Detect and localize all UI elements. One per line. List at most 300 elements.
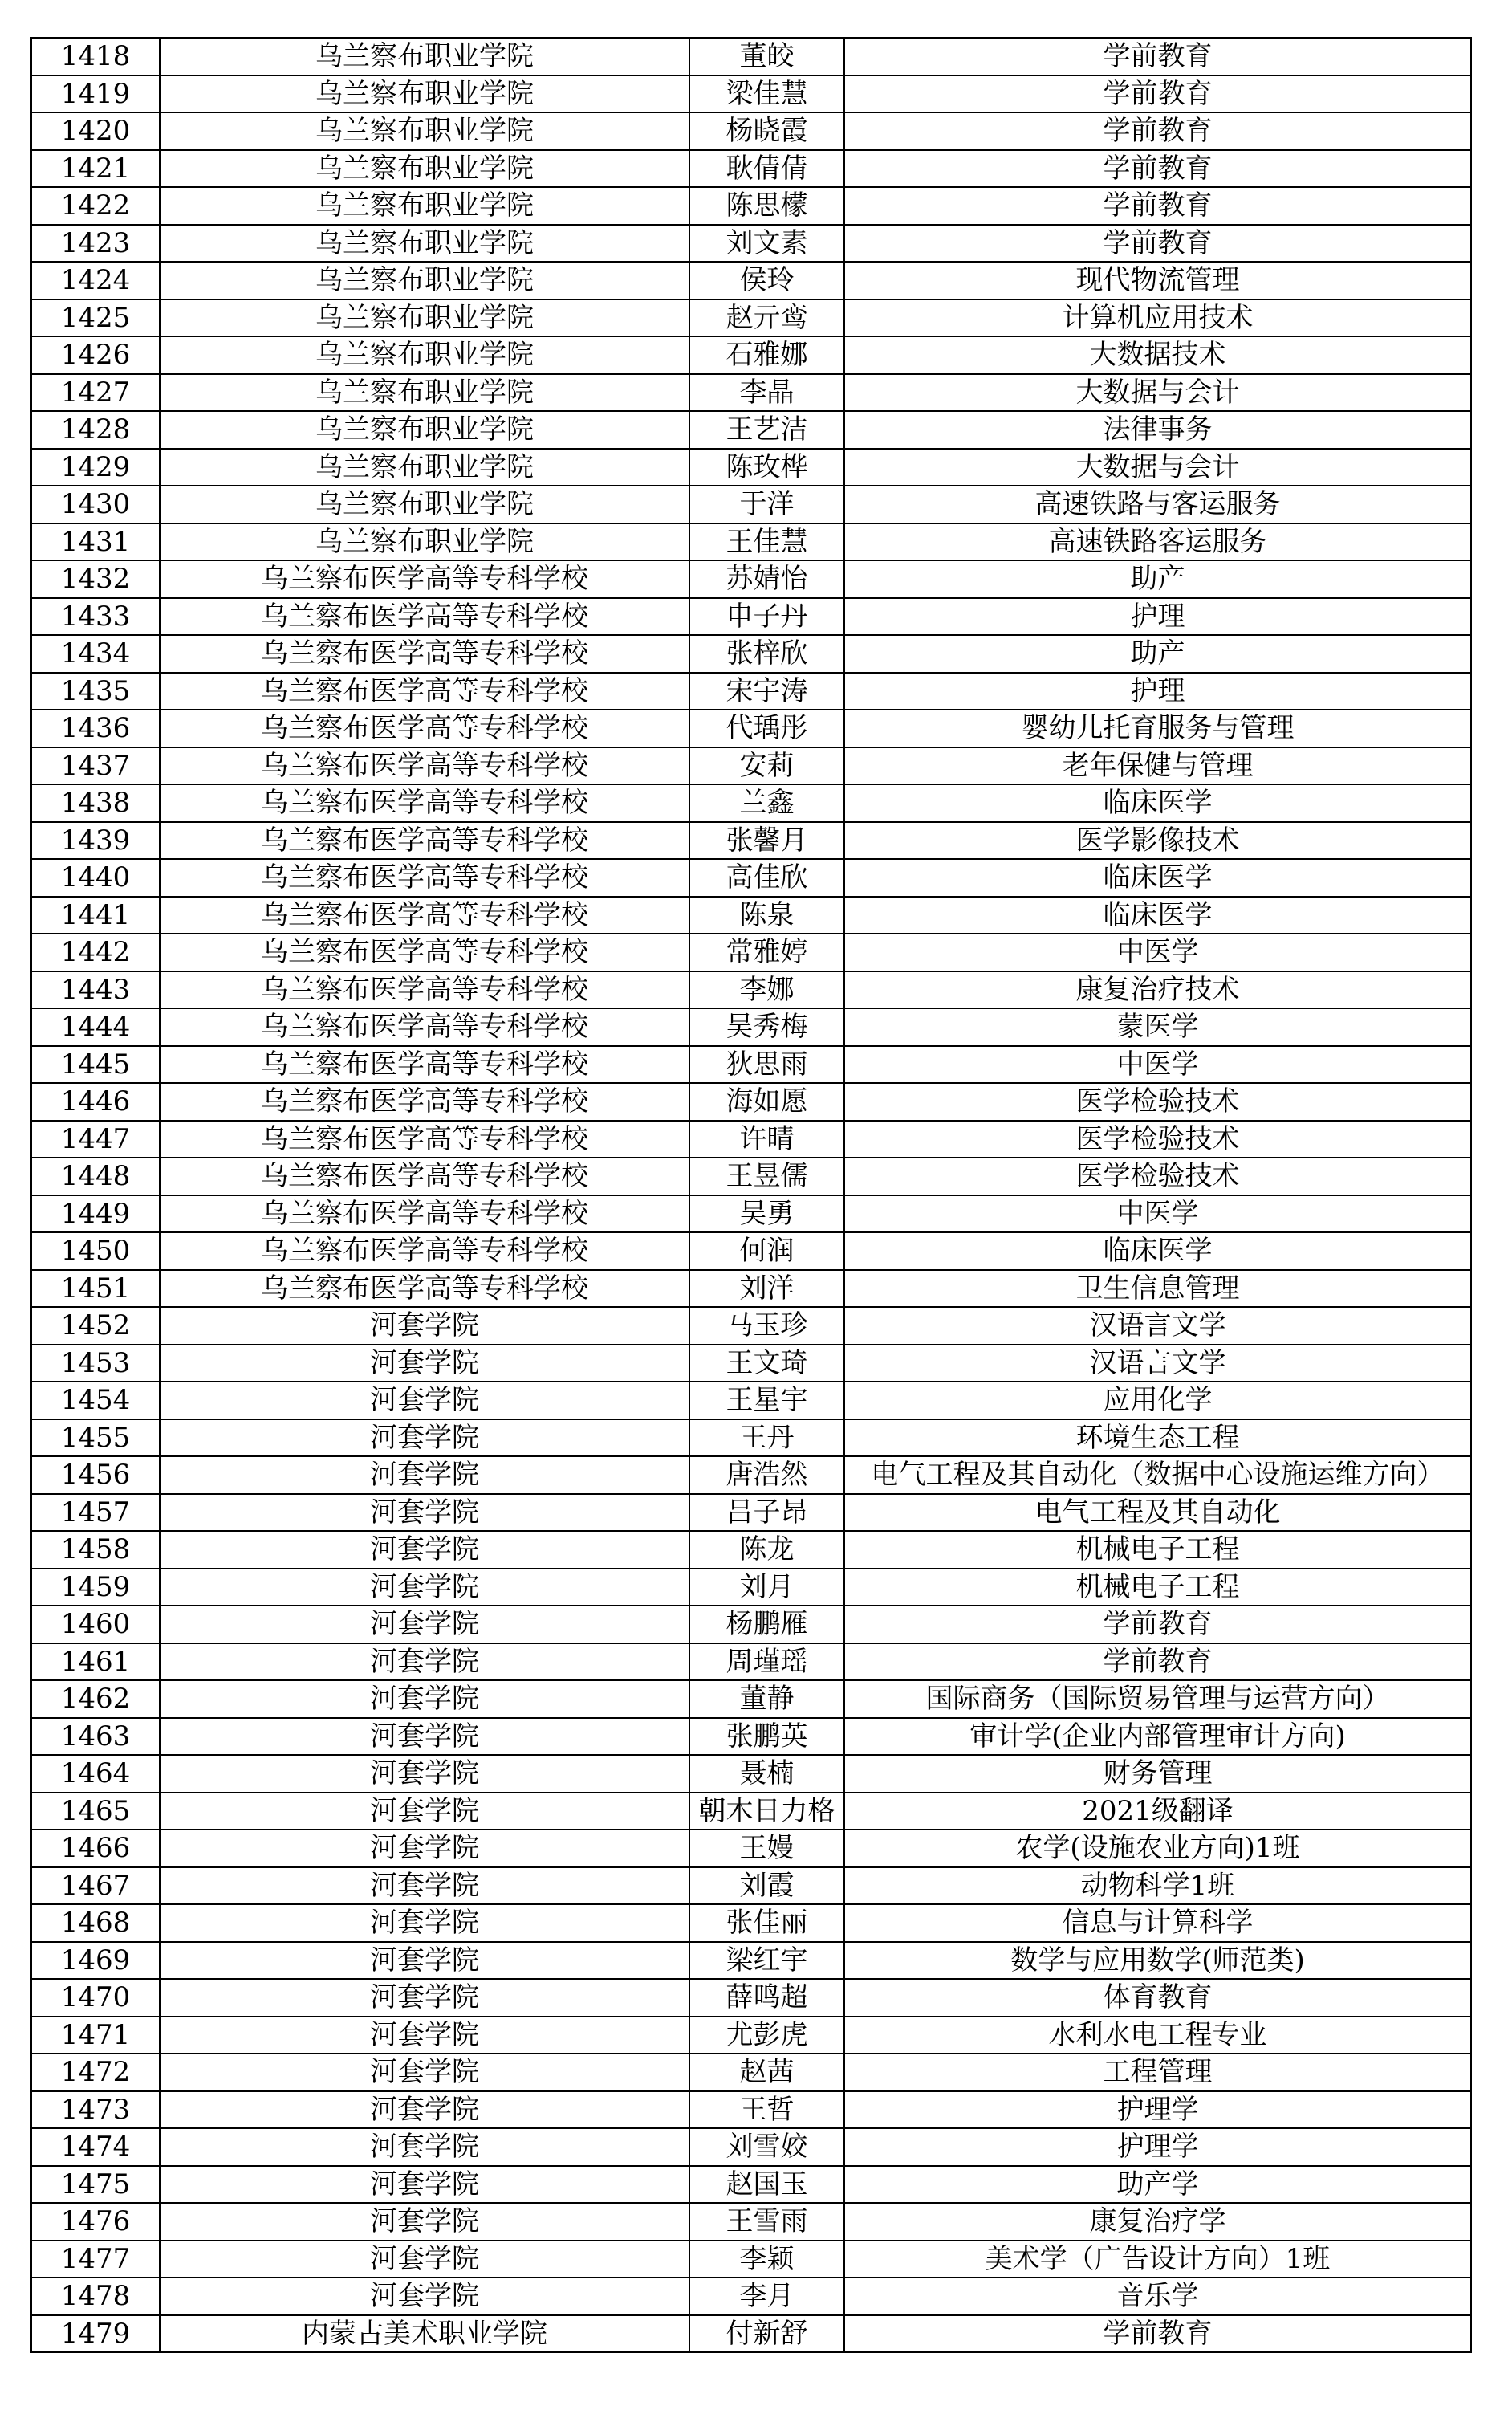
student-name-cell: 王佳慧 [689, 523, 844, 561]
major-cell: 学前教育 [844, 187, 1471, 225]
major-cell: 康复治疗学 [844, 2203, 1471, 2241]
table-row [31, 1307, 1471, 1345]
table-row [31, 710, 1471, 747]
row-number-cell: 1457 [31, 1494, 160, 1532]
major-cell: 机械电子工程 [844, 1569, 1471, 1606]
student-name-cell: 兰鑫 [689, 784, 844, 822]
school-cell: 乌兰察布职业学院 [160, 486, 689, 523]
school-cell: 乌兰察布职业学院 [160, 374, 689, 412]
student-name-cell: 李晶 [689, 374, 844, 412]
major-cell: 中医学 [844, 1195, 1471, 1233]
row-number-cell: 1452 [31, 1307, 160, 1345]
table-row [31, 2166, 1471, 2204]
row-number-cell: 1455 [31, 1419, 160, 1457]
school-cell: 河套学院 [160, 1793, 689, 1830]
row-number-cell: 1446 [31, 1083, 160, 1121]
student-name-cell: 张佳丽 [689, 1904, 844, 1942]
student-name-cell: 朝木日力格 [689, 1793, 844, 1830]
table-row [31, 2017, 1471, 2054]
student-name-cell: 周瑾瑶 [689, 1643, 844, 1681]
student-name-cell: 刘洋 [689, 1270, 844, 1308]
school-cell: 乌兰察布医学高等专科学校 [160, 1121, 689, 1158]
major-cell: 护理 [844, 598, 1471, 636]
row-number-cell: 1421 [31, 150, 160, 188]
row-number-cell: 1467 [31, 1867, 160, 1905]
table-row [31, 1718, 1471, 1756]
row-number-cell: 1418 [31, 38, 160, 75]
table-row [31, 1979, 1471, 2017]
school-cell: 河套学院 [160, 1755, 689, 1793]
major-cell: 现代物流管理 [844, 262, 1471, 299]
major-cell: 工程管理 [844, 2054, 1471, 2091]
school-cell: 乌兰察布医学高等专科学校 [160, 1195, 689, 1233]
student-name-cell: 刘月 [689, 1569, 844, 1606]
major-cell: 大数据与会计 [844, 374, 1471, 412]
major-cell: 水利水电工程专业 [844, 2017, 1471, 2054]
table-row [31, 411, 1471, 449]
student-name-cell: 吴勇 [689, 1195, 844, 1233]
major-cell: 助产 [844, 635, 1471, 673]
row-number-cell: 1436 [31, 710, 160, 747]
table-row [31, 1382, 1471, 1419]
table-row [31, 1904, 1471, 1942]
student-name-cell: 杨鹏雁 [689, 1606, 844, 1643]
student-name-cell: 王昱儒 [689, 1158, 844, 1195]
major-cell: 临床医学 [844, 859, 1471, 897]
school-cell: 乌兰察布职业学院 [160, 336, 689, 374]
student-name-cell: 刘文素 [689, 225, 844, 263]
school-cell: 乌兰察布医学高等专科学校 [160, 971, 689, 1009]
student-name-cell: 高佳欣 [689, 859, 844, 897]
table-row [31, 38, 1471, 75]
table-row [31, 374, 1471, 412]
student-name-cell: 代瑀彤 [689, 710, 844, 747]
table-row [31, 1456, 1471, 1494]
school-cell: 乌兰察布医学高等专科学校 [160, 784, 689, 822]
student-name-cell: 王艺洁 [689, 411, 844, 449]
student-name-cell: 耿倩倩 [689, 150, 844, 188]
row-number-cell: 1440 [31, 859, 160, 897]
student-name-cell: 李月 [689, 2278, 844, 2315]
table-row [31, 2278, 1471, 2315]
student-name-cell: 吕子昂 [689, 1494, 844, 1532]
school-cell: 河套学院 [160, 2203, 689, 2241]
row-number-cell: 1438 [31, 784, 160, 822]
major-cell: 护理学 [844, 2091, 1471, 2129]
table-row [31, 1345, 1471, 1382]
row-number-cell: 1439 [31, 822, 160, 860]
row-number-cell: 1456 [31, 1456, 160, 1494]
table-row [31, 934, 1471, 971]
student-name-cell: 何润 [689, 1232, 844, 1270]
row-number-cell: 1478 [31, 2278, 160, 2315]
school-cell: 乌兰察布职业学院 [160, 262, 689, 299]
row-number-cell: 1461 [31, 1643, 160, 1681]
student-name-cell: 苏婧怡 [689, 560, 844, 598]
row-number-cell: 1429 [31, 449, 160, 486]
major-cell: 中医学 [844, 934, 1471, 971]
school-cell: 河套学院 [160, 1979, 689, 2017]
student-name-cell: 于洋 [689, 486, 844, 523]
row-number-cell: 1468 [31, 1904, 160, 1942]
major-cell: 动物科学1班 [844, 1867, 1471, 1905]
school-cell: 乌兰察布职业学院 [160, 523, 689, 561]
major-cell: 临床医学 [844, 784, 1471, 822]
school-cell: 河套学院 [160, 2017, 689, 2054]
student-name-cell: 唐浩然 [689, 1456, 844, 1494]
row-number-cell: 1437 [31, 747, 160, 785]
table-row [31, 1942, 1471, 1980]
table-row [31, 336, 1471, 374]
major-cell: 电气工程及其自动化（数据中心设施运维方向） [844, 1456, 1471, 1494]
table-row [31, 1830, 1471, 1867]
school-cell: 乌兰察布医学高等专科学校 [160, 934, 689, 971]
row-number-cell: 1451 [31, 1270, 160, 1308]
school-cell: 河套学院 [160, 1643, 689, 1681]
row-number-cell: 1464 [31, 1755, 160, 1793]
row-number-cell: 1441 [31, 897, 160, 934]
major-cell: 学前教育 [844, 150, 1471, 188]
roster-table [30, 37, 1472, 2353]
row-number-cell: 1424 [31, 262, 160, 299]
student-name-cell: 董皎 [689, 38, 844, 75]
student-name-cell: 张梓欣 [689, 635, 844, 673]
student-name-cell: 陈思檬 [689, 187, 844, 225]
table-row [31, 1195, 1471, 1233]
major-cell: 大数据与会计 [844, 449, 1471, 486]
major-cell: 应用化学 [844, 1382, 1471, 1419]
row-number-cell: 1454 [31, 1382, 160, 1419]
row-number-cell: 1433 [31, 598, 160, 636]
row-number-cell: 1460 [31, 1606, 160, 1643]
major-cell: 2021级翻译 [844, 1793, 1471, 1830]
school-cell: 河套学院 [160, 1830, 689, 1867]
row-number-cell: 1450 [31, 1232, 160, 1270]
major-cell: 学前教育 [844, 1606, 1471, 1643]
student-name-cell: 付新舒 [689, 2315, 844, 2353]
school-cell: 河套学院 [160, 1494, 689, 1532]
major-cell: 环境生态工程 [844, 1419, 1471, 1457]
school-cell: 河套学院 [160, 1382, 689, 1419]
student-name-cell: 杨晓霞 [689, 112, 844, 150]
school-cell: 乌兰察布职业学院 [160, 225, 689, 263]
major-cell: 医学检验技术 [844, 1083, 1471, 1121]
major-cell: 美术学（广告设计方向）1班 [844, 2241, 1471, 2278]
major-cell: 学前教育 [844, 75, 1471, 113]
table-row [31, 1531, 1471, 1569]
school-cell: 乌兰察布医学高等专科学校 [160, 1083, 689, 1121]
table-row [31, 75, 1471, 113]
table-row [31, 822, 1471, 860]
table-row [31, 897, 1471, 934]
school-cell: 乌兰察布医学高等专科学校 [160, 1232, 689, 1270]
table-row [31, 1232, 1471, 1270]
student-name-cell: 吴秀梅 [689, 1008, 844, 1046]
row-number-cell: 1419 [31, 75, 160, 113]
row-number-cell: 1432 [31, 560, 160, 598]
school-cell: 乌兰察布医学高等专科学校 [160, 1158, 689, 1195]
major-cell: 临床医学 [844, 1232, 1471, 1270]
row-number-cell: 1444 [31, 1008, 160, 1046]
row-number-cell: 1465 [31, 1793, 160, 1830]
major-cell: 助产 [844, 560, 1471, 598]
table-row [31, 1008, 1471, 1046]
student-name-cell: 侯玲 [689, 262, 844, 299]
school-cell: 河套学院 [160, 1419, 689, 1457]
student-name-cell: 海如愿 [689, 1083, 844, 1121]
row-number-cell: 1425 [31, 299, 160, 337]
student-name-cell: 安莉 [689, 747, 844, 785]
table-row [31, 449, 1471, 486]
row-number-cell: 1473 [31, 2091, 160, 2129]
school-cell: 乌兰察布医学高等专科学校 [160, 822, 689, 860]
row-number-cell: 1426 [31, 336, 160, 374]
major-cell: 医学检验技术 [844, 1121, 1471, 1158]
school-cell: 河套学院 [160, 1345, 689, 1382]
student-name-cell: 梁佳慧 [689, 75, 844, 113]
school-cell: 河套学院 [160, 1606, 689, 1643]
school-cell: 乌兰察布医学高等专科学校 [160, 560, 689, 598]
major-cell: 信息与计算科学 [844, 1904, 1471, 1942]
major-cell: 国际商务（国际贸易管理与运营方向） [844, 1680, 1471, 1718]
row-number-cell: 1443 [31, 971, 160, 1009]
school-cell: 河套学院 [160, 1904, 689, 1942]
table-row [31, 1755, 1471, 1793]
school-cell: 河套学院 [160, 1680, 689, 1718]
major-cell: 农学(设施农业方向)1班 [844, 1830, 1471, 1867]
student-name-cell: 尤彭虎 [689, 2017, 844, 2054]
row-number-cell: 1445 [31, 1046, 160, 1084]
major-cell: 汉语言文学 [844, 1345, 1471, 1382]
row-number-cell: 1477 [31, 2241, 160, 2278]
student-name-cell: 赵亓鸾 [689, 299, 844, 337]
major-cell: 康复治疗技术 [844, 971, 1471, 1009]
student-name-cell: 王雪雨 [689, 2203, 844, 2241]
major-cell: 蒙医学 [844, 1008, 1471, 1046]
table-row [31, 150, 1471, 188]
student-name-cell: 申子丹 [689, 598, 844, 636]
row-number-cell: 1453 [31, 1345, 160, 1382]
table-row [31, 971, 1471, 1009]
major-cell: 学前教育 [844, 112, 1471, 150]
school-cell: 河套学院 [160, 1942, 689, 1980]
major-cell: 助产学 [844, 2166, 1471, 2204]
row-number-cell: 1434 [31, 635, 160, 673]
major-cell: 审计学(企业内部管理审计方向) [844, 1718, 1471, 1756]
major-cell: 数学与应用数学(师范类) [844, 1942, 1471, 1980]
row-number-cell: 1475 [31, 2166, 160, 2204]
major-cell: 护理 [844, 673, 1471, 710]
student-name-cell: 薛鸣超 [689, 1979, 844, 2017]
table-row [31, 1569, 1471, 1606]
student-name-cell: 陈龙 [689, 1531, 844, 1569]
row-number-cell: 1420 [31, 112, 160, 150]
row-number-cell: 1427 [31, 374, 160, 412]
student-name-cell: 王星宇 [689, 1382, 844, 1419]
school-cell: 乌兰察布职业学院 [160, 299, 689, 337]
school-cell: 河套学院 [160, 2166, 689, 2204]
row-number-cell: 1463 [31, 1718, 160, 1756]
table-row [31, 1793, 1471, 1830]
major-cell: 汉语言文学 [844, 1307, 1471, 1345]
major-cell: 法律事务 [844, 411, 1471, 449]
table-row [31, 2091, 1471, 2129]
student-name-cell: 聂楠 [689, 1755, 844, 1793]
row-number-cell: 1458 [31, 1531, 160, 1569]
row-number-cell: 1428 [31, 411, 160, 449]
table-row [31, 2241, 1471, 2278]
major-cell: 电气工程及其自动化 [844, 1494, 1471, 1532]
student-name-cell: 刘霞 [689, 1867, 844, 1905]
row-number-cell: 1447 [31, 1121, 160, 1158]
table-row [31, 1270, 1471, 1308]
major-cell: 临床医学 [844, 897, 1471, 934]
major-cell: 护理学 [844, 2128, 1471, 2166]
school-cell: 乌兰察布医学高等专科学校 [160, 747, 689, 785]
table-row [31, 1494, 1471, 1532]
school-cell: 乌兰察布职业学院 [160, 411, 689, 449]
table-row [31, 1121, 1471, 1158]
row-number-cell: 1479 [31, 2315, 160, 2353]
major-cell: 学前教育 [844, 225, 1471, 263]
table-row [31, 560, 1471, 598]
table-row [31, 859, 1471, 897]
table-row [31, 486, 1471, 523]
major-cell: 高速铁路客运服务 [844, 523, 1471, 561]
row-number-cell: 1470 [31, 1979, 160, 2017]
school-cell: 乌兰察布职业学院 [160, 150, 689, 188]
school-cell: 内蒙古美术职业学院 [160, 2315, 689, 2353]
school-cell: 乌兰察布医学高等专科学校 [160, 859, 689, 897]
student-name-cell: 狄思雨 [689, 1046, 844, 1084]
student-name-cell: 王嫚 [689, 1830, 844, 1867]
table-row [31, 523, 1471, 561]
school-cell: 河套学院 [160, 2278, 689, 2315]
student-name-cell: 赵国玉 [689, 2166, 844, 2204]
row-number-cell: 1476 [31, 2203, 160, 2241]
student-name-cell: 王丹 [689, 1419, 844, 1457]
major-cell: 学前教育 [844, 2315, 1471, 2353]
major-cell: 卫生信息管理 [844, 1270, 1471, 1308]
school-cell: 乌兰察布医学高等专科学校 [160, 710, 689, 747]
student-name-cell: 许晴 [689, 1121, 844, 1158]
major-cell: 中医学 [844, 1046, 1471, 1084]
school-cell: 乌兰察布职业学院 [160, 112, 689, 150]
table-row [31, 747, 1471, 785]
school-cell: 乌兰察布职业学院 [160, 38, 689, 75]
major-cell: 大数据技术 [844, 336, 1471, 374]
row-number-cell: 1469 [31, 1942, 160, 1980]
row-number-cell: 1472 [31, 2054, 160, 2091]
table-row [31, 1680, 1471, 1718]
school-cell: 乌兰察布医学高等专科学校 [160, 635, 689, 673]
major-cell: 学前教育 [844, 38, 1471, 75]
major-cell: 老年保健与管理 [844, 747, 1471, 785]
student-name-cell: 陈泉 [689, 897, 844, 934]
school-cell: 河套学院 [160, 1569, 689, 1606]
table-row [31, 784, 1471, 822]
student-name-cell: 陈玫桦 [689, 449, 844, 486]
student-name-cell: 刘雪姣 [689, 2128, 844, 2166]
table-row [31, 673, 1471, 710]
table-row [31, 299, 1471, 337]
major-cell: 医学影像技术 [844, 822, 1471, 860]
row-number-cell: 1442 [31, 934, 160, 971]
school-cell: 乌兰察布医学高等专科学校 [160, 1270, 689, 1308]
school-cell: 乌兰察布医学高等专科学校 [160, 673, 689, 710]
student-name-cell: 李颖 [689, 2241, 844, 2278]
table-row [31, 598, 1471, 636]
student-name-cell: 赵茜 [689, 2054, 844, 2091]
school-cell: 乌兰察布医学高等专科学校 [160, 1046, 689, 1084]
row-number-cell: 1474 [31, 2128, 160, 2166]
row-number-cell: 1471 [31, 2017, 160, 2054]
table-row [31, 1643, 1471, 1681]
major-cell: 音乐学 [844, 2278, 1471, 2315]
major-cell: 计算机应用技术 [844, 299, 1471, 337]
table-row [31, 1046, 1471, 1084]
school-cell: 河套学院 [160, 2091, 689, 2129]
row-number-cell: 1431 [31, 523, 160, 561]
school-cell: 河套学院 [160, 1531, 689, 1569]
student-name-cell: 王哲 [689, 2091, 844, 2129]
school-cell: 河套学院 [160, 2241, 689, 2278]
school-cell: 河套学院 [160, 1307, 689, 1345]
student-name-cell: 石雅娜 [689, 336, 844, 374]
school-cell: 乌兰察布医学高等专科学校 [160, 897, 689, 934]
row-number-cell: 1423 [31, 225, 160, 263]
roster-table-body [31, 38, 1471, 2352]
table-row [31, 1606, 1471, 1643]
table-row [31, 112, 1471, 150]
table-row [31, 1419, 1471, 1457]
school-cell: 河套学院 [160, 1718, 689, 1756]
school-cell: 乌兰察布医学高等专科学校 [160, 1008, 689, 1046]
row-number-cell: 1459 [31, 1569, 160, 1606]
major-cell: 学前教育 [844, 1643, 1471, 1681]
major-cell: 医学检验技术 [844, 1158, 1471, 1195]
table-row [31, 225, 1471, 263]
student-name-cell: 马玉珍 [689, 1307, 844, 1345]
major-cell: 体育教育 [844, 1979, 1471, 2017]
school-cell: 河套学院 [160, 1867, 689, 1905]
school-cell: 河套学院 [160, 2128, 689, 2166]
table-row [31, 635, 1471, 673]
table-row [31, 2054, 1471, 2091]
student-name-cell: 董静 [689, 1680, 844, 1718]
table-row [31, 2203, 1471, 2241]
major-cell: 机械电子工程 [844, 1531, 1471, 1569]
table-row [31, 1083, 1471, 1121]
table-row [31, 2128, 1471, 2166]
row-number-cell: 1448 [31, 1158, 160, 1195]
student-name-cell: 张馨月 [689, 822, 844, 860]
row-number-cell: 1422 [31, 187, 160, 225]
row-number-cell: 1466 [31, 1830, 160, 1867]
major-cell: 高速铁路与客运服务 [844, 486, 1471, 523]
table-row [31, 1867, 1471, 1905]
table-row [31, 187, 1471, 225]
table-row [31, 2315, 1471, 2353]
row-number-cell: 1462 [31, 1680, 160, 1718]
table-row [31, 1158, 1471, 1195]
school-cell: 河套学院 [160, 1456, 689, 1494]
school-cell: 乌兰察布医学高等专科学校 [160, 598, 689, 636]
student-name-cell: 常雅婷 [689, 934, 844, 971]
school-cell: 河套学院 [160, 2054, 689, 2091]
student-name-cell: 张鹏英 [689, 1718, 844, 1756]
row-number-cell: 1430 [31, 486, 160, 523]
